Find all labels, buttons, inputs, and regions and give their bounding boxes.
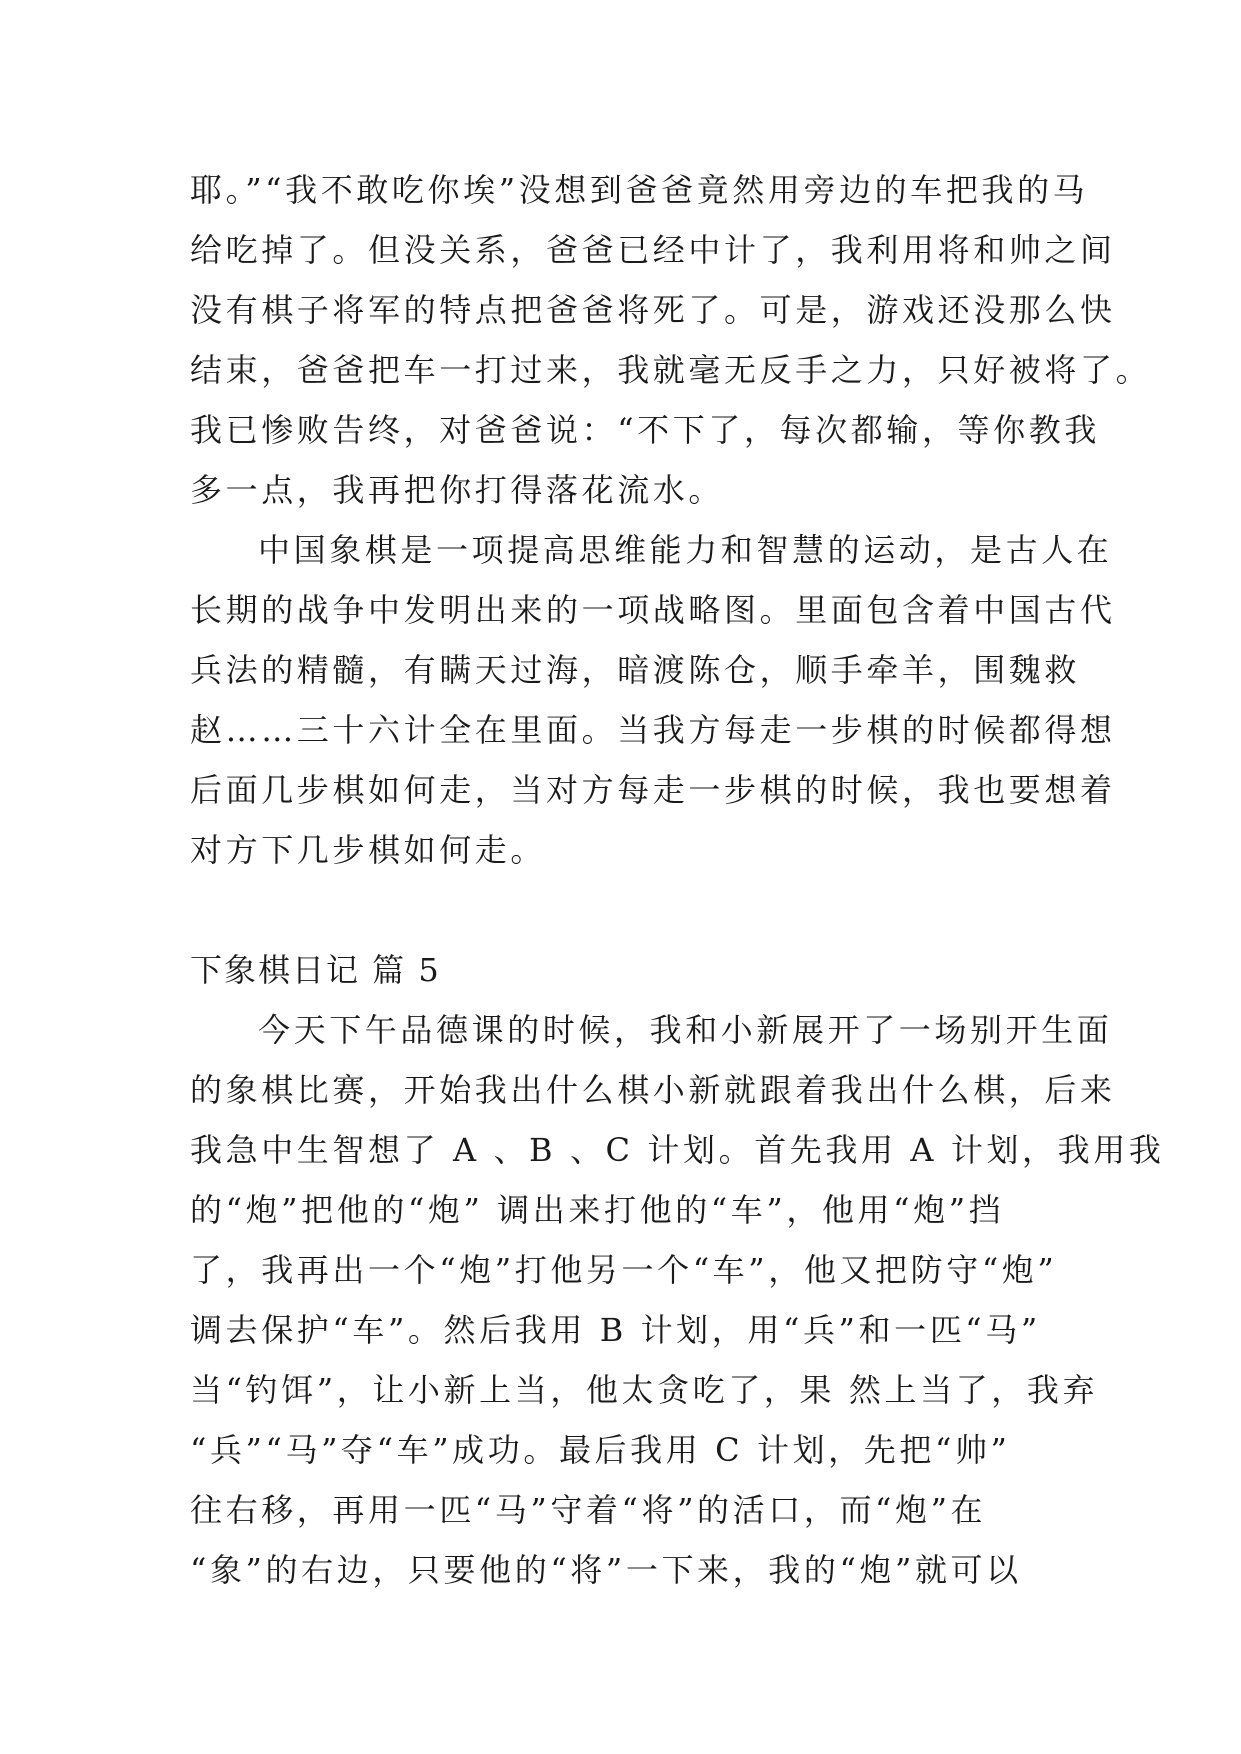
- paragraph-chess-match-story: [190, 1000, 1165, 1600]
- document-body: [190, 160, 1165, 1600]
- paragraph-chess-wisdom: [190, 520, 1116, 880]
- text-line: 多一点，我再把你打得落花流水。: [190, 471, 725, 509]
- text-line: 没有棋子将军的特点把爸爸将死了。可是，游戏还没那么快: [190, 291, 1116, 329]
- text-line: 耶。”“我不敢吃你埃”没想到爸爸竟然用旁边的车把我的马: [190, 171, 1089, 209]
- text-line: 我已惨败告终，对爸爸说：“不下了，每次都输，等你教我: [190, 411, 1100, 449]
- text-line: “象”的右边，只要他的“将”一下来，我的“炮”就可以: [190, 1551, 1022, 1589]
- text-line: 了，我再出一个“炮”打他另一个“车”，他又把防守“炮”: [190, 1251, 1058, 1289]
- text-line: 今天下午品德课的时候，我和小新展开了一场别开生面: [258, 1011, 1113, 1049]
- text-line: 调去保护“车”。然后我用 B 计划，用“兵”和一匹“马”: [190, 1311, 1041, 1349]
- text-line: 赵……三十六计全在里面。当我方每走一步棋的时候都得想: [190, 711, 1116, 749]
- text-line: 的象棋比赛，开始我出什么棋小新就跟着我出什么棋，后来: [190, 1071, 1116, 1109]
- text-line: 中国象棋是一项提高思维能力和智慧的运动，是古人在: [258, 531, 1113, 569]
- text-line: 给吃掉了。但没关系，爸爸已经中计了，我利用将和帅之间: [190, 231, 1116, 269]
- text-line: 对方下几步棋如何走。: [190, 831, 547, 869]
- text-line: 兵法的精髓，有瞒天过海，暗渡陈仓，顺手牵羊，围魏救: [190, 651, 1081, 689]
- text-line: 往右移，再用一匹“马”守着“将”的活口，而“炮”在: [190, 1491, 987, 1529]
- text-line: “兵”“马”夺“车”成功。最后我用 C 计划，先把“帅”: [190, 1431, 1011, 1469]
- text-line: 结束，爸爸把车一打过来，我就毫无反手之力，只好被将了。: [190, 351, 1152, 389]
- section-heading: 下象棋日记 篇 5: [190, 951, 441, 989]
- text-line: 我急中生智想了 A 、B 、C 计划。首先我用 A 计划，我用我: [190, 1131, 1165, 1169]
- text-line: 当“钓饵”，让小新上当，他太贪吃了，果 然上当了，我弃: [190, 1371, 1099, 1409]
- section-spacer: [190, 880, 1090, 940]
- text-line: 的“炮”把他的“炮” 调出来打他的“车”，他用“炮”挡: [190, 1191, 1005, 1229]
- paragraph-chess-game-ending: [190, 160, 1152, 520]
- text-line: 后面几步棋如何走，当对方每走一步棋的时候，我也要想着: [190, 771, 1116, 809]
- text-line: 长期的战争中发明出来的一项战略图。里面包含着中国古代: [190, 591, 1116, 629]
